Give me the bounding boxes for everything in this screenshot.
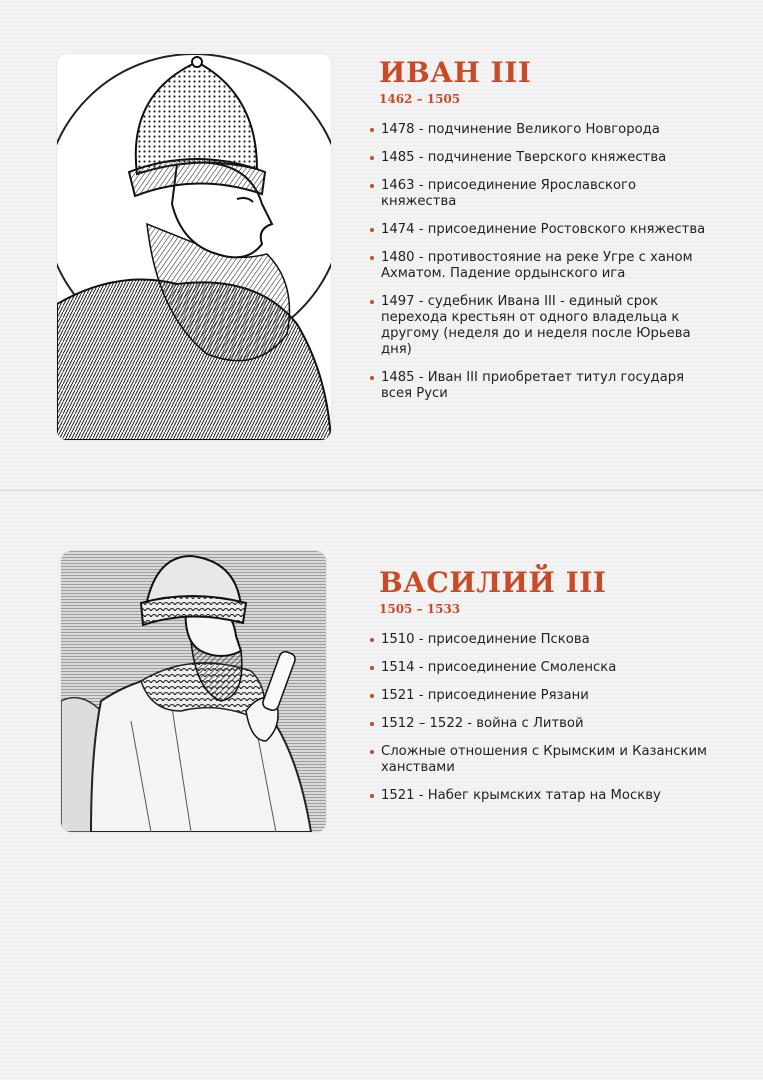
ivan-iii-info [379,56,709,414]
section-divider [0,490,763,491]
event-item: 1463 - присоединение Ярославского княжества [379,178,709,210]
event-item: 1474 - присоединение Ростовского княжества [379,222,709,238]
events-list [379,122,709,402]
event-item: 1478 - подчинение Великого Новгорода [379,122,709,138]
engraved-portrait-icon [57,54,331,440]
event-item: 1485 - Иван III приобретает титул государя всея Руси [379,370,709,402]
events-list [379,632,709,804]
event-item: 1497 - судебник Ивана III - единый срок перехода крестьян от одного владельца к другому (неделя до и неделя после Юрьева дня) [379,294,709,358]
ruler-years: 1505 – 1533 [379,602,461,616]
ruler-section-ivan-iii [0,0,763,490]
ruler-name: ИВАН III [379,56,532,89]
vasily-iii-info [379,566,709,816]
event-item: 1512 – 1522 - война с Литвой [379,716,709,732]
vasily-iii-portrait [61,551,326,832]
ivan-iii-portrait [57,54,331,440]
event-item: 1485 - подчинение Тверского княжества [379,150,709,166]
event-item: 1521 - Набег крымских татар на Москву [379,788,709,804]
ruler-name: ВАСИЛИЙ III [379,566,607,599]
event-item: 1480 - противостояние на реке Угре с ханом Ахматом. Падение ордынского ига [379,250,709,282]
event-item: Сложные отношения с Крымским и Казанским ханствами [381,744,707,775]
ruler-section-vasily-iii [0,492,763,1080]
event-item: 1514 - присоединение Смоленска [379,660,709,676]
event-item: 1521 - присоединение Рязани [379,688,709,704]
event-item: 1510 - присоединение Пскова [379,632,709,648]
engraved-portrait-icon [61,551,326,832]
ruler-years: 1462 – 1505 [379,92,461,106]
